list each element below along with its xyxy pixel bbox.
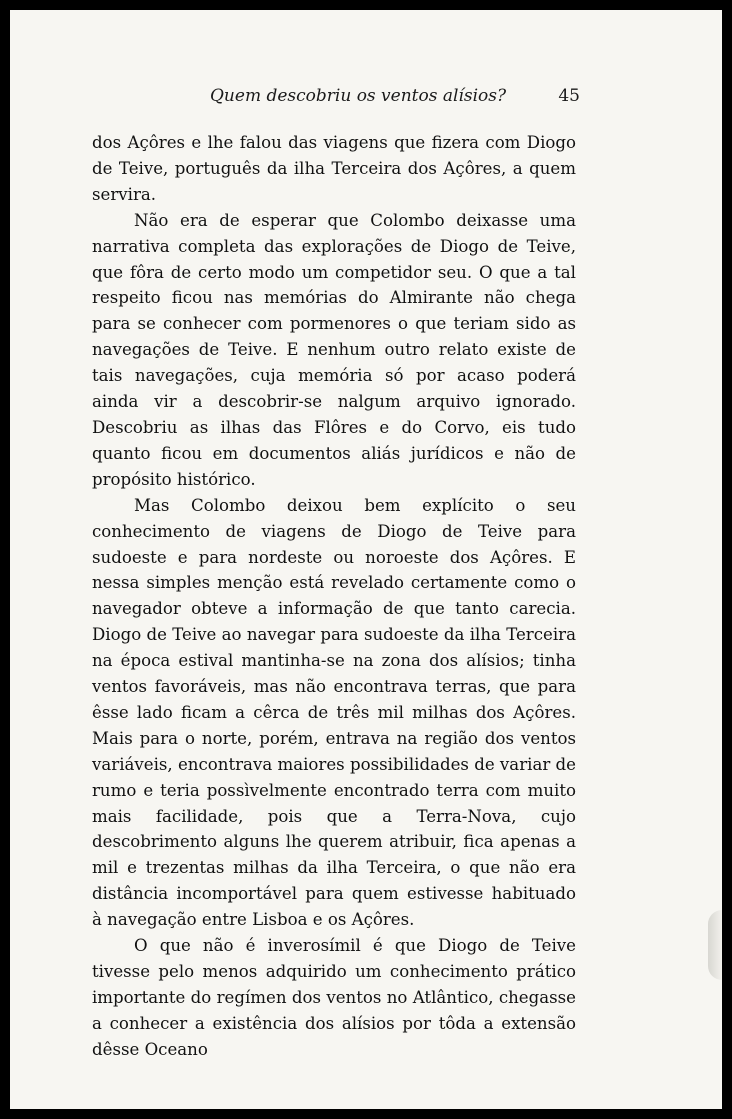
body-text — [92, 130, 576, 1063]
book-page — [10, 10, 722, 1109]
page-header — [102, 86, 580, 110]
page-edge-shadow — [708, 910, 722, 980]
page-number: 45 — [558, 86, 580, 106]
running-title: Quem descobriu os ventos alísios? — [210, 86, 507, 106]
paragraph: Mas Colombo deixou bem explícito o seu conhecimento de viagens de Diogo de Teive para sudoeste e para nordeste ou noroeste dos Açôres. E nessa simples menção está revelado certamente como o navegador obteve a informação de que tanto carecia. Diogo de Teive ao navegar para sudoeste da ilha Terceira na época estival mantinha-se na zona dos alísios; tinha ventos favoráveis, mas não encontrava terras, que para êsse lado ficam a cêrca de três mil milhas dos Açôres. Mais para o norte, porém, entrava na região dos ventos variáveis, encontrava maiores possibilidades de variar de rumo e teria possìvelmente encontrado terra com muito mais facilidade, pois que a Terra-Nova, cujo descobrimento alguns lhe querem atribuir, fica apenas a mil e trezentas milhas da ilha Terceira, o que não era distância incomportável para quem estivesse habituado à navegação entre Lisboa e os Açôres. — [92, 495, 576, 930]
paragraph: Não era de esperar que Colombo deixasse uma narrativa completa das explorações de Diogo de Teive, que fôra de certo modo um competidor seu. O que a tal respeito ficou nas memórias do Almirante não chega para se conhecer com pormenores o que teriam sido as navegações de Teive. E nenhum outro relato existe de tais navegações, cuja memória só por acaso poderá ainda vir a descobrir-se nalgum arquivo ignorado. Descobriu as ilhas das Flôres e do Corvo, eis tudo quanto ficou em documentos aliás jurídicos e não de propósito histórico. — [92, 210, 576, 489]
paragraph: O que não é inverosímil é que Diogo de Teive tivesse pelo menos adquirido um conhecimento prático importante do regímen dos ventos no Atlântico, chegasse a conhecer a existência dos alísios por tôda a extensão dêsse Oceano — [92, 936, 576, 1059]
paragraph-continued: dos Açôres e lhe falou das viagens que fizera com Diogo de Teive, português da ilha Terceira dos Açôres, a quem servira. — [92, 133, 576, 204]
